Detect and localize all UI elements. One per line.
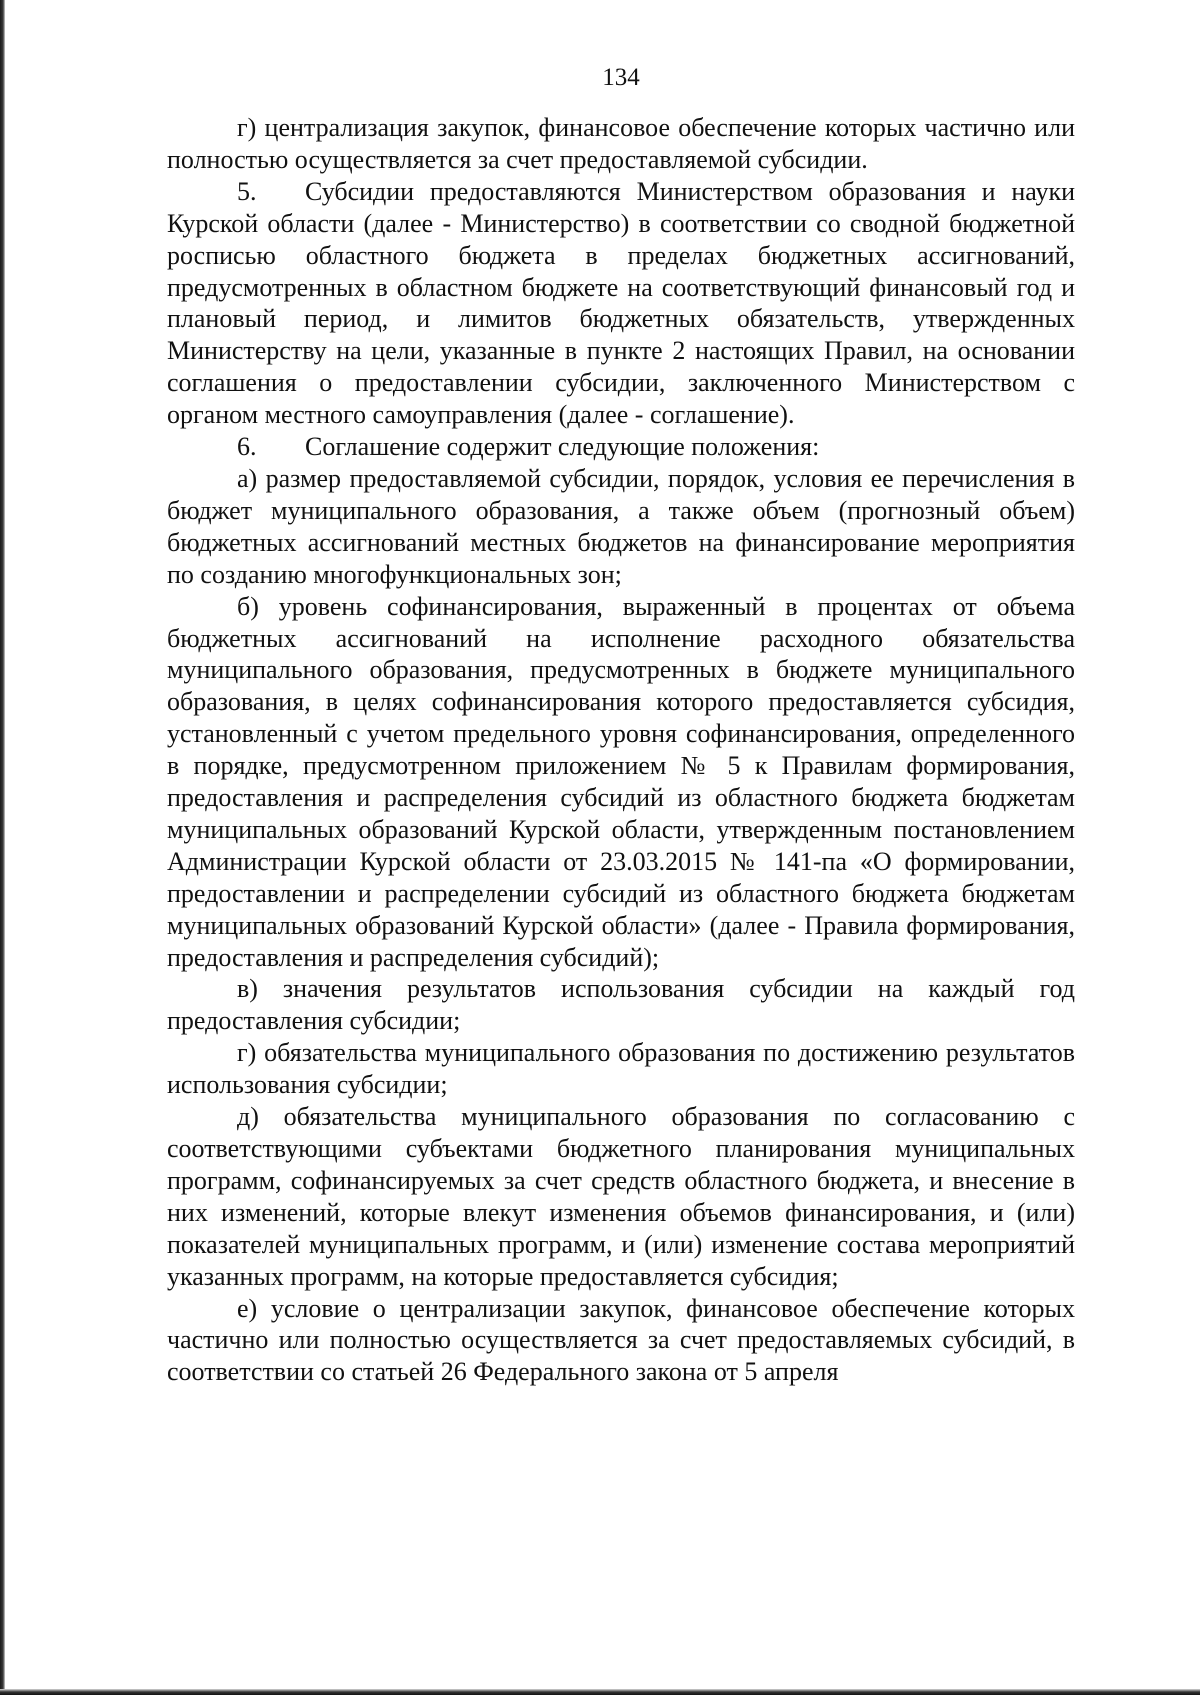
clause-number: 5. (237, 176, 257, 206)
paragraph-item-b (167, 591, 1075, 974)
paragraph-text: г) обязательства муниципального образования по достижению результатов использования субсидии; (167, 1038, 1075, 1100)
paragraph-item-g2 (167, 1037, 1075, 1101)
paragraph-text: Субсидии предоставляются Министерством образования и науки Курской области (далее - Министерство) в соответствии со сводной бюджетной росписью областного бюджета в пределах бюджетных ассигнований, предусмотренных в областном бюджете на соответствующий финансовый год и плановый период, и лимитов бюджетных обязательств, утвержденных Министерству на цели, указанные в пункте 2 настоящих Правил, на основании соглашения о предоставлении субсидии, заключенного Министерством с органом местного самоуправления (далее - соглашение). (167, 176, 1075, 430)
paragraph-text: г) централизация закупок, финансовое обеспечение которых частично или полностью осуществляется за счет предоставляемой субсидии. (167, 113, 1075, 174)
paragraph-item-g (167, 112, 1075, 176)
paragraph-text: е) условие о централизации закупок, финансовое обеспечение которых частично или полностью осуществляется за счет предоставляемых субсидий, в соответствии со статьей 26 Федерального закона от 5 апреля (167, 1293, 1075, 1387)
paragraph-item-e (167, 1293, 1075, 1389)
clause-number: 6. (237, 432, 257, 462)
paragraph-clause-6 (167, 431, 1075, 463)
paragraph-item-a (167, 463, 1075, 591)
paragraph-item-v (167, 973, 1075, 1037)
paragraph-text: в) значения результатов использования субсидии на каждый год предоставления субсидии; (167, 974, 1075, 1036)
scan-bottom-edge (0, 1689, 1200, 1695)
paragraph-text: б) уровень софинансирования, выраженный в процентах от объема бюджетных ассигнований на исполнение расходного обязательства муниципального образования, предусмотренных в бюджете муниципального образования, в целях софинансирования которого предоставляется субсидия, установленный с учетом предельного уровня софинансирования, определенного в порядке, предусмотренном приложением № 5 к Правилам формирования, предоставления и распределения субсидий из областного бюджета бюджетам муниципальных образований Курской области, утвержденным постановлением Администрации Курской области от 23.03.2015 № 141-па «О формировании, предоставлении и распределении субсидий из областного бюджета бюджетам муниципальных образований Курской области» (далее - Правила формирования, предоставления и распределения субсидий); (167, 591, 1075, 972)
paragraph-clause-5 (167, 176, 1075, 431)
document-page (167, 60, 1075, 1388)
paragraph-text: а) размер предоставляемой субсидии, порядок, условия ее перечисления в бюджет муниципального образования, а также объем (прогнозный объем) бюджетных ассигнований местных бюджетов на финансирование мероприятия по созданию многофункциональных зон; (167, 463, 1075, 589)
paragraph-item-d (167, 1101, 1075, 1292)
scan-left-edge (0, 0, 5, 1695)
page-number: 134 (602, 64, 640, 91)
paragraph-text: Соглашение содержит следующие положения: (305, 432, 820, 462)
paragraph-text: д) обязательства муниципального образования по согласованию с соответствующими субъектами бюджетного планирования муниципальных программ, софинансируемых за счет средств областного бюджета, и внесение в них изменений, которые влекут изменения объемов финансирования, и (или) показателей муниципальных программ, и (или) изменение состава мероприятий указанных программ, на которые предоставляется субсидия; (167, 1102, 1075, 1291)
